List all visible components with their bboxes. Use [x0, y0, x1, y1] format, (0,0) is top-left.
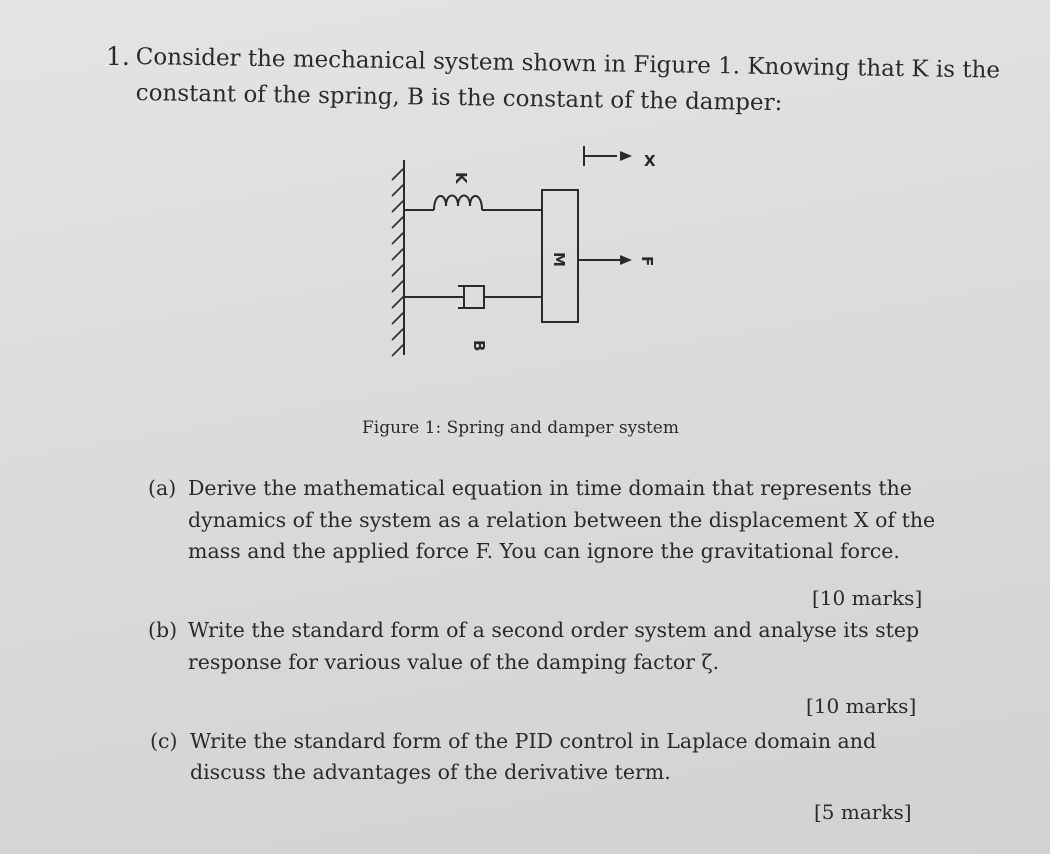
question-text-line2: constant of the spring, B is the constant of the damper:: [135, 80, 783, 117]
spring-damper-diagram: [372, 140, 672, 370]
part-a-line3: mass and the applied force F. You can ignore the gravitational force.: [188, 539, 900, 563]
figure-caption: Figure 1: Spring and damper system: [362, 418, 679, 438]
mass-label: M: [550, 252, 568, 267]
part-b-line1: Write the standard form of a second order system and analyse its step: [188, 618, 920, 642]
displacement-arrowhead: [620, 151, 632, 161]
force-label: F: [638, 256, 656, 267]
spring-damper-figure: [372, 140, 672, 370]
spring-coil: [434, 196, 482, 211]
part-b-marks: [10 marks]: [806, 694, 917, 718]
part-a-line2: dynamics of the system as a relation between the displacement X of the: [188, 508, 936, 532]
part-b-label: (b): [148, 618, 178, 642]
force-arrowhead: [620, 255, 632, 265]
damper-label: B: [470, 340, 488, 352]
spring-label: K: [452, 172, 470, 184]
wall-hatching: [392, 168, 404, 356]
question-text-line1: Consider the mechanical system shown in Figure 1. Knowing that K is the: [135, 44, 1001, 84]
part-b-line2: response for various value of the damping factor ζ.: [188, 650, 720, 674]
displacement-label: X: [644, 152, 656, 170]
question-number: 1.: [106, 42, 130, 71]
part-c-marks: [5 marks]: [814, 800, 912, 824]
part-a-marks: [10 marks]: [812, 586, 923, 610]
part-c-line2: discuss the advantages of the derivative term.: [190, 760, 671, 784]
part-c-line1: Write the standard form of the PID control in Laplace domain and: [190, 729, 877, 753]
part-a-line1: Derive the mathematical equation in time domain that represents the: [188, 476, 912, 500]
part-c-label: (c): [150, 729, 178, 753]
part-a-label: (a): [148, 476, 177, 500]
